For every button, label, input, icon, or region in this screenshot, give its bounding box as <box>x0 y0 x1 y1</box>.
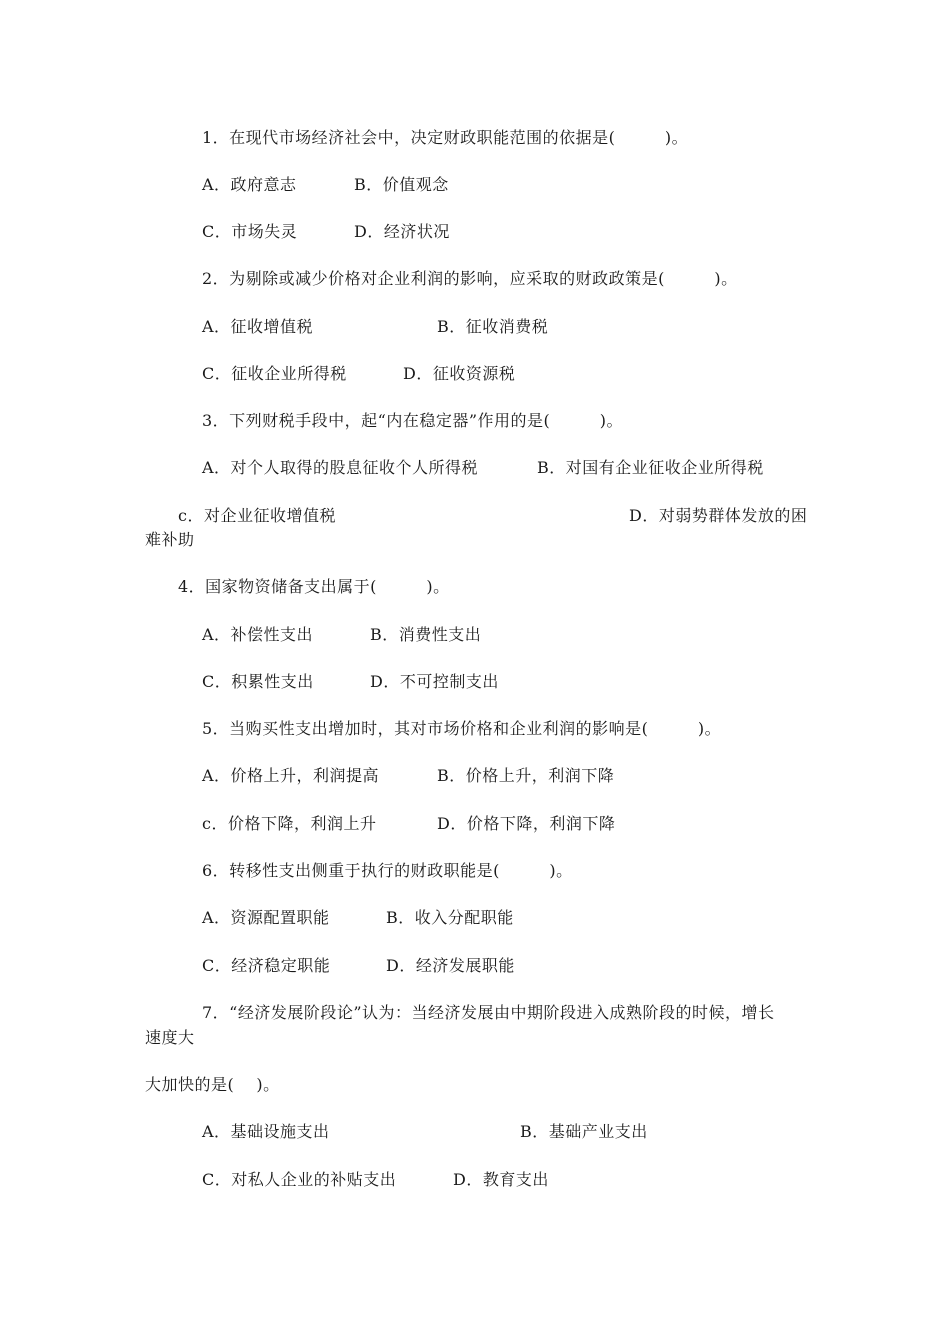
q1-option-b: B．价值观念 <box>354 175 449 194</box>
q5-option-a: A．价格上升，利润提高 <box>202 766 380 785</box>
q2-option-c: C．征收企业所得税 <box>202 364 347 383</box>
q2-option-b: B．征收消费税 <box>437 317 549 336</box>
question-6-stem: 6．转移性支出侧重于执行的财政职能是( )。 <box>202 861 573 880</box>
q1-option-c: C．市场失灵 <box>202 222 298 241</box>
q4-option-d: D．不可控制支出 <box>370 672 499 691</box>
question-7-stem-line-1: 7．“经济发展阶段论”认为：当经济发展由中期阶段进入成熟阶段的时候，增长 <box>202 1003 775 1022</box>
q7-option-b: B．基础产业支出 <box>520 1122 648 1141</box>
question-2-stem: 2．为剔除或减少价格对企业利润的影响，应采取的财政政策是( )。 <box>202 269 738 288</box>
q1-option-a: A．政府意志 <box>202 175 297 194</box>
q3-option-d: D．对弱势群体发放的困 <box>629 506 808 525</box>
q1-option-d: D．经济状况 <box>354 222 450 241</box>
q7-option-a: A．基础设施支出 <box>202 1122 330 1141</box>
q5-option-c: c．价格下降，利润上升 <box>202 814 377 833</box>
q4-option-c: C．积累性支出 <box>202 672 314 691</box>
q6-option-d: D．经济发展职能 <box>386 956 515 975</box>
q3-option-d-continued: 难补助 <box>145 530 195 549</box>
q7-option-d: D．教育支出 <box>453 1170 549 1189</box>
question-7-stem-line-3: 大加快的是( )。 <box>145 1075 280 1094</box>
question-3-stem: 3．下列财税手段中，起“内在稳定器”作用的是( )。 <box>202 411 624 430</box>
q7-option-c: C．对私人企业的补贴支出 <box>202 1170 397 1189</box>
q2-option-a: A．征收增值税 <box>202 317 314 336</box>
question-5-stem: 5．当购买性支出增加时，其对市场价格和企业利润的影响是( )。 <box>202 719 722 738</box>
q3-option-a: A．对个人取得的股息征收个人所得税 <box>202 458 479 477</box>
q3-option-b: B．对国有企业征收企业所得税 <box>537 458 764 477</box>
q4-option-b: B．消费性支出 <box>370 625 482 644</box>
q6-option-b: B．收入分配职能 <box>386 908 514 927</box>
question-1-stem: 1．在现代市场经济社会中，决定财政职能范围的依据是( )。 <box>202 128 689 147</box>
question-4-stem: 4．国家物资储备支出属于( )。 <box>178 577 450 596</box>
q2-option-d: D．征收资源税 <box>403 364 516 383</box>
q3-option-c: c．对企业征收增值税 <box>178 506 336 525</box>
q6-option-c: C．经济稳定职能 <box>202 956 331 975</box>
q6-option-a: A．资源配置职能 <box>202 908 330 927</box>
question-7-stem-line-2: 速度大 <box>145 1028 195 1047</box>
q4-option-a: A．补偿性支出 <box>202 625 314 644</box>
q5-option-b: B．价格上升，利润下降 <box>437 766 615 785</box>
q5-option-d: D．价格下降，利润下降 <box>437 814 616 833</box>
